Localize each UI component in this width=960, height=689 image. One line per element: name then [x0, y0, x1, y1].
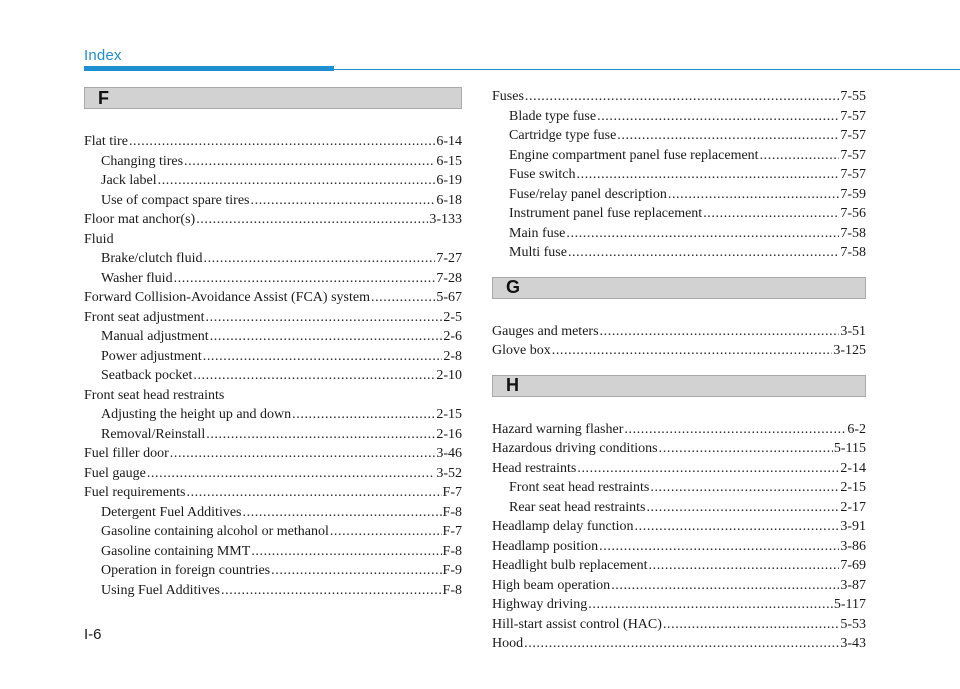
dot-leader	[184, 152, 435, 172]
index-entry	[84, 366, 462, 386]
dot-leader	[243, 503, 442, 523]
index-entry	[84, 132, 462, 152]
index-term: Hood	[492, 636, 524, 651]
index-page-ref: 3-46	[436, 446, 462, 461]
index-term: Floor mat anchor(s)	[84, 212, 196, 227]
index-entry	[84, 327, 462, 347]
index-term: Hazardous driving conditions	[492, 441, 658, 456]
index-page-ref: 7-59	[840, 186, 866, 202]
index-page-ref: F-8	[442, 543, 462, 559]
index-entry	[492, 634, 866, 654]
index-entry	[492, 224, 866, 244]
index-entry	[84, 405, 462, 425]
index-term: Head restraints	[492, 460, 577, 476]
dot-leader	[206, 308, 443, 328]
dot-leader	[668, 185, 839, 205]
index-page-ref: 5-115	[833, 441, 866, 456]
index-term: Hazard warning flasher	[492, 421, 624, 437]
index-column-left	[84, 87, 462, 600]
index-entry	[84, 444, 462, 464]
index-entry	[492, 165, 866, 185]
index-term: Highway driving	[492, 597, 588, 612]
index-entry	[492, 146, 866, 166]
index-entry	[84, 483, 462, 503]
index-term: Changing tires	[101, 153, 184, 169]
dot-leader	[196, 210, 428, 230]
dot-leader	[203, 249, 435, 269]
index-page-ref: F-7	[442, 524, 462, 539]
index-page-ref: 2-15	[436, 407, 462, 422]
index-entry	[84, 230, 462, 250]
index-page-ref: F-8	[442, 582, 462, 598]
index-term: Headlight bulb replacement	[492, 558, 648, 573]
index-page-ref: 2-15	[840, 480, 866, 495]
index-term: Front seat adjustment	[84, 309, 205, 325]
index-term: Detergent Fuel Additives	[101, 504, 242, 520]
dot-leader	[617, 126, 839, 146]
index-page-ref: 2-8	[443, 348, 462, 364]
index-entry	[492, 478, 866, 498]
index-entry	[492, 498, 866, 518]
index-term: Fuel filler door	[84, 446, 169, 461]
index-entry	[492, 576, 866, 596]
letter-band-g	[492, 277, 866, 299]
index-term: Fuse switch	[509, 167, 576, 182]
index-term: Manual adjustment	[101, 329, 209, 344]
index-entry	[84, 347, 462, 367]
index-page-ref: 2-17	[840, 499, 866, 515]
dot-leader	[568, 243, 839, 263]
index-page-ref: 2-16	[436, 426, 462, 442]
dot-leader	[600, 322, 840, 342]
index-page-ref: 6-15	[436, 153, 462, 169]
dot-leader	[158, 171, 436, 191]
index-page-ref: 7-57	[840, 128, 866, 143]
index-entry	[492, 322, 866, 342]
dot-leader	[170, 444, 436, 464]
index-page-ref: 3-87	[840, 577, 866, 593]
index-term: Operation in foreign countries	[101, 563, 271, 578]
header-accent-bar	[84, 66, 334, 71]
index-page-ref: 3-52	[436, 465, 462, 481]
dot-leader	[251, 542, 441, 562]
index-page-ref: 5-117	[833, 597, 866, 612]
dot-leader	[646, 498, 839, 518]
index-entry	[84, 171, 462, 191]
dot-leader	[650, 478, 839, 498]
index-term: Using Fuel Additives	[101, 582, 221, 598]
index-entry	[84, 581, 462, 601]
letter-band-h	[492, 375, 866, 397]
dot-leader	[129, 132, 435, 152]
index-term: Seatback pocket	[101, 368, 193, 383]
index-term: Adjusting the height up and down	[101, 407, 292, 422]
dot-leader	[221, 581, 442, 601]
dot-leader	[566, 224, 839, 244]
dot-leader	[330, 522, 442, 542]
index-term: High beam operation	[492, 577, 611, 593]
index-term: Gasoline containing alcohol or methanol	[101, 524, 329, 539]
index-page-ref: 3-51	[840, 323, 866, 339]
dot-leader	[577, 165, 840, 185]
page-number: I-6	[84, 626, 102, 643]
index-entry	[84, 542, 462, 562]
index-page-ref: F-8	[442, 504, 462, 520]
index-term: Washer fluid	[101, 270, 173, 286]
dot-leader	[524, 634, 839, 654]
index-term: Hill-start assist control (HAC)	[492, 616, 662, 632]
index-page-ref: 3-43	[840, 636, 866, 651]
index-term: Blade type fuse	[509, 108, 597, 124]
index-column-right	[492, 87, 866, 654]
index-page-ref: 2-5	[443, 309, 462, 325]
index-entry	[84, 210, 462, 230]
index-page-ref: 7-58	[840, 225, 866, 241]
header-rule	[334, 69, 960, 70]
index-term: Main fuse	[509, 225, 566, 241]
index-entry	[492, 556, 866, 576]
index-page-ref: F-9	[442, 563, 462, 578]
index-term: Headlamp delay function	[492, 519, 634, 534]
dot-leader	[599, 537, 839, 557]
dot-leader	[174, 269, 436, 289]
index-page-ref: 3-86	[840, 538, 866, 554]
index-page-ref: 3-91	[840, 519, 866, 534]
dot-leader	[203, 347, 443, 367]
index-entry	[84, 522, 462, 542]
dot-leader	[624, 420, 846, 440]
index-page-ref: 7-57	[840, 167, 866, 182]
index-term: Gasoline containing MMT	[101, 543, 251, 559]
dot-leader	[371, 288, 435, 308]
entry-list-f	[84, 132, 462, 600]
dot-leader	[552, 341, 833, 361]
section-title: Index	[84, 47, 122, 64]
index-term: Front seat head restraints	[509, 480, 650, 495]
index-page-ref: 7-57	[840, 108, 866, 124]
dot-leader	[597, 107, 839, 127]
index-page-ref: 3-125	[833, 343, 866, 358]
index-page-ref: 7-28	[436, 270, 462, 286]
index-term: Use of compact spare tires	[101, 192, 250, 208]
index-entry	[84, 464, 462, 484]
dot-leader	[210, 327, 443, 347]
index-page-ref: 7-55	[840, 89, 866, 104]
index-entry	[84, 561, 462, 581]
index-page-ref: 6-19	[436, 173, 462, 188]
index-entry	[492, 243, 866, 263]
index-page-ref: 7-69	[840, 558, 866, 573]
dot-leader	[193, 366, 435, 386]
index-entry	[492, 615, 866, 635]
index-page-ref: 7-27	[436, 251, 462, 266]
index-page-ref: 5-67	[436, 290, 462, 305]
index-entry	[492, 107, 866, 127]
index-term: Jack label	[101, 173, 157, 188]
index-term: Rear seat head restraints	[509, 499, 646, 515]
dot-leader	[271, 561, 441, 581]
index-entry	[492, 341, 866, 361]
index-term: Engine compartment panel fuse replacement	[509, 147, 759, 163]
letter-heading: H	[506, 375, 519, 395]
entry-list-g	[492, 322, 866, 361]
index-page-ref: 7-56	[840, 206, 866, 221]
index-page-ref: 3-133	[429, 212, 462, 227]
dot-leader	[186, 483, 441, 503]
dot-leader	[292, 405, 435, 425]
dot-leader	[659, 439, 833, 459]
index-entry	[492, 204, 866, 224]
dot-leader	[760, 146, 840, 166]
entry-list-h	[492, 420, 866, 654]
index-entry	[84, 249, 462, 269]
index-term: Headlamp position	[492, 538, 599, 554]
index-term: Cartridge type fuse	[509, 128, 617, 143]
index-term: Instrument panel fuse replacement	[509, 206, 703, 221]
index-entry	[84, 288, 462, 308]
index-entry	[492, 420, 866, 440]
index-page-ref: 2-14	[840, 460, 866, 476]
dot-leader	[206, 425, 435, 445]
index-page-ref: F-7	[442, 485, 462, 500]
index-term: Fuses	[492, 89, 524, 104]
dot-leader	[611, 576, 839, 596]
index-term: Fuel requirements	[84, 485, 186, 500]
index-page-ref: 2-6	[443, 329, 462, 344]
dot-leader	[635, 517, 840, 537]
index-entry	[84, 386, 462, 406]
index-term: Flat tire	[84, 134, 128, 149]
entry-list-fuses	[492, 87, 866, 263]
index-entry	[492, 595, 866, 615]
index-entry	[84, 269, 462, 289]
index-entry	[492, 459, 866, 479]
index-term: Gauges and meters	[492, 323, 599, 339]
index-term: Power adjustment	[101, 348, 202, 364]
index-page-ref: 6-18	[436, 192, 462, 208]
index-term: Fuel gauge	[84, 465, 146, 481]
index-term: Fuse/relay panel description	[509, 186, 667, 202]
index-page-ref: 2-10	[436, 368, 462, 383]
dot-leader	[147, 464, 436, 484]
index-page-ref: 7-57	[840, 147, 866, 163]
index-entry	[84, 425, 462, 445]
letter-band-f	[84, 87, 462, 109]
index-page-ref: 6-14	[436, 134, 462, 149]
dot-leader	[577, 459, 839, 479]
index-entry	[84, 308, 462, 328]
index-entry	[492, 87, 866, 107]
dot-leader	[525, 87, 839, 107]
index-page-ref: 7-58	[840, 245, 866, 260]
index-entry	[492, 185, 866, 205]
index-page-ref: 6-2	[847, 421, 866, 437]
index-term: Glove box	[492, 343, 551, 358]
index-entry	[84, 191, 462, 211]
index-entry	[84, 152, 462, 172]
index-entry	[492, 439, 866, 459]
dot-leader	[663, 615, 839, 635]
index-term: Forward Collision-Avoidance Assist (FCA) system	[84, 290, 370, 305]
letter-heading: G	[506, 277, 521, 297]
index-entry	[492, 517, 866, 537]
dot-leader	[251, 191, 436, 211]
index-entry	[84, 503, 462, 523]
index-term: Brake/clutch fluid	[101, 251, 203, 266]
index-entry	[492, 126, 866, 146]
index-term: Multi fuse	[509, 245, 567, 260]
dot-leader	[649, 556, 840, 576]
index-term: Front seat head restraints	[84, 387, 225, 403]
index-term: Removal/Reinstall	[101, 426, 206, 442]
letter-heading: F	[98, 87, 109, 108]
dot-leader	[588, 595, 833, 615]
index-term: Fluid	[84, 231, 114, 247]
dot-leader	[703, 204, 839, 224]
index-page-ref: 5-53	[840, 616, 866, 632]
index-entry	[492, 537, 866, 557]
